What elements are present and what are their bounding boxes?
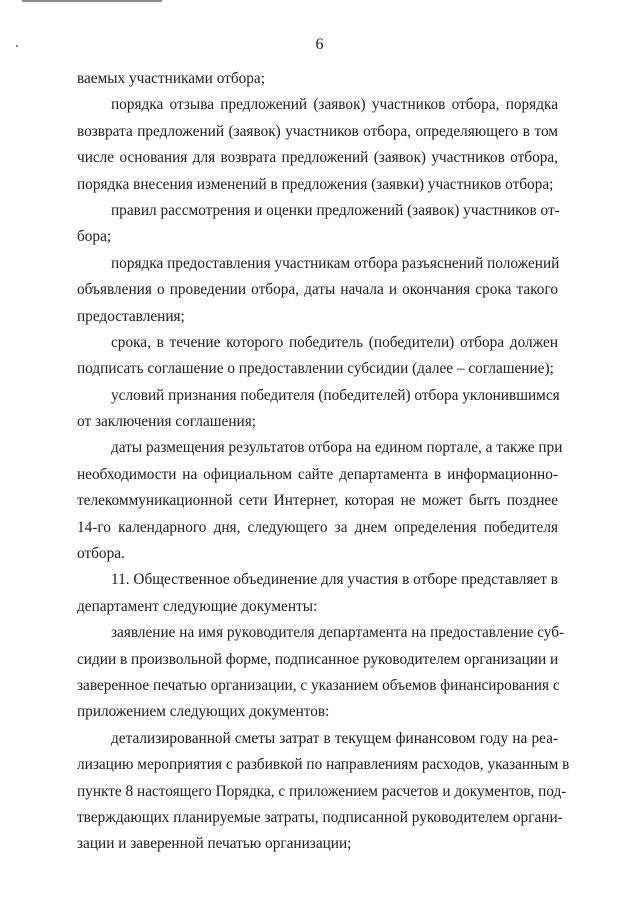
text-line: заверенное печатью организации, с указанием объемов финансирования с	[77, 676, 560, 694]
text-line: ваемых участниками отбора;	[77, 70, 265, 87]
text-line: департамент следующие документы:	[77, 597, 318, 615]
text-line: необходимости на официальном сайте департамента в информационно-	[77, 465, 558, 483]
text-line: лизацию мероприятия с разбивкой по направлениям расходов, указанным в	[77, 756, 570, 774]
scan-edge-line	[22, 0, 162, 2]
text-line: тверждающих планируемые затраты, подписанной руководителем органи-	[77, 808, 563, 826]
text-line: зации и заверенной печатью организации;	[77, 835, 352, 853]
text-line: условий признания победителя (победителей) отбора уклонившимся	[111, 386, 560, 404]
text-line: бора;	[77, 228, 112, 246]
text-line: 14-го календарного дня, следующего за днем определения победителя	[77, 518, 558, 536]
text-line: порядка отзыва предложений (заявок) участников отбора, порядка	[111, 96, 558, 114]
text-line: объявления о проведении отбора, даты начала и окончания срока такого	[77, 281, 558, 299]
text-line: срока, в течение которого победитель (победители) отбора должен	[111, 333, 558, 351]
text-line: от заключения соглашения;	[77, 413, 256, 431]
text-line: детализированной сметы затрат в текущем финансовом году на реа-	[111, 729, 558, 747]
text-line: приложением следующих документов:	[77, 703, 330, 721]
text-line: предоставления;	[77, 307, 185, 325]
text-line: 11. Общественное объединение для участия в отборе представляет в	[111, 571, 558, 589]
text-line: даты размещения результатов отбора на едином портале, а также при	[111, 439, 563, 457]
page-number: 6	[315, 36, 324, 53]
text-line: подписать соглашение о предоставлении субсидии (далее – соглашение);	[77, 360, 554, 378]
text-line: порядка предоставления участникам отбора разъяснений положений	[111, 254, 560, 272]
text-line: пункте 8 настоящего Порядка, с приложением расчетов и документов, под-	[77, 782, 567, 800]
text-line: порядка внесения изменений в предложения (заявки) участников отбора;	[77, 175, 554, 193]
text-line: возврата предложений (заявок) участников отбора, определяющего в том	[77, 122, 558, 140]
text-line: числе основания для возврата предложений (заявок) участников отбора,	[77, 149, 558, 167]
text-line: заявление на имя руководителя департамента на предоставление суб-	[111, 624, 565, 642]
body-text	[77, 66, 570, 858]
text-line: сидии в произвольной форме, подписанное руководителем организации и	[77, 650, 559, 668]
text-line: телекоммуникационной сети Интернет, которая не может быть позднее	[77, 492, 558, 510]
text-line: отбора.	[77, 545, 125, 563]
text-line: правил рассмотрения и оценки предложений (заявок) участников от-	[111, 201, 560, 219]
